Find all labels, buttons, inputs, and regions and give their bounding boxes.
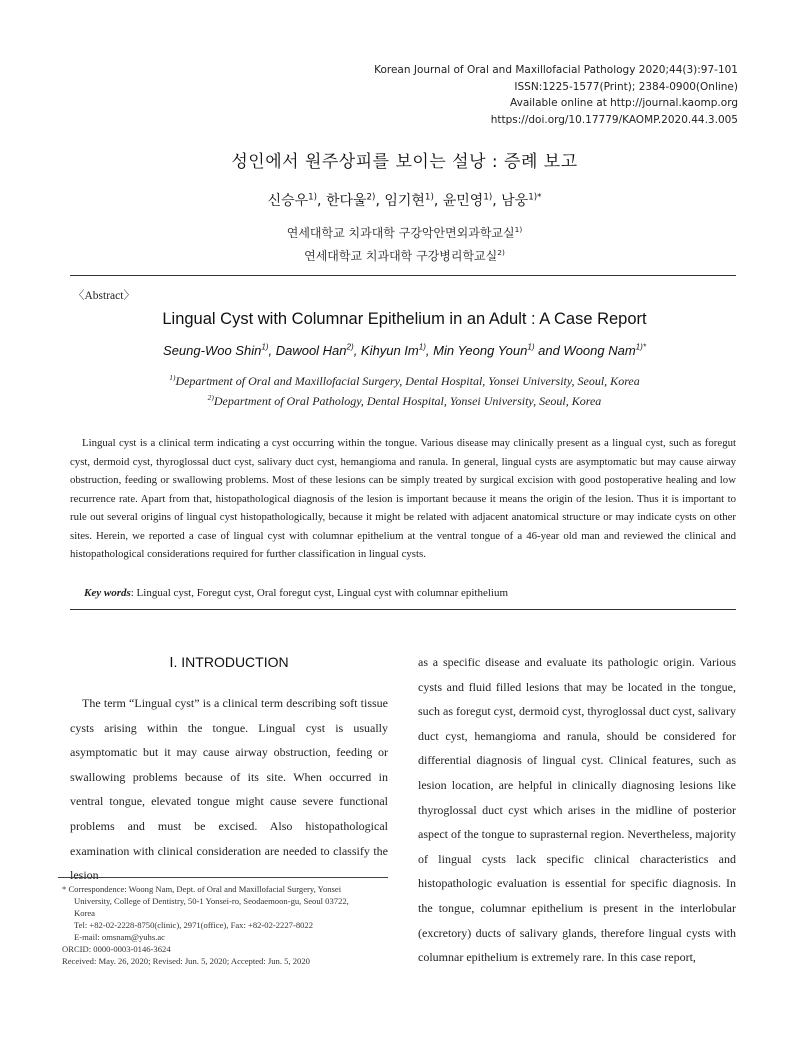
section-heading-introduction: Ⅰ. INTRODUCTION — [169, 654, 289, 670]
english-affiliation-1: $^{1)}$Department of Oral and Maxillofacial Surgery, Dental Hospital, Yonsei University, Seoul, Korea — [169, 373, 640, 388]
korean-author: 한다울$^{2)}$, — [325, 192, 385, 209]
footnote-orcid: ORCID: 0000-0003-0146-3624 — [62, 944, 171, 954]
footnote-line: * Correspondence: Woong Nam, Dept. of Oral and Maxillofacial Surgery, Yonsei — [62, 884, 342, 894]
korean-authors — [0, 190, 809, 210]
keywords — [84, 587, 508, 599]
footnote-email[interactable]: E-mail: omsnam@yuhs.ac — [74, 932, 165, 942]
abstract-label: 〈Abstract〉 — [73, 290, 135, 302]
intro-paragraph-right: as a specific disease and evaluate its pathologic origin. Various cysts and fluid filled lesions that may be located in the tongue, such as foregut cyst, dermoid cyst, thyroglossal duct cyst, salivary duct cyst, hemangioma and ranula, should be considered for differential diagnosis of lingual cyst. Clinical features, such as lesion location, are helpful in clinically diagnosing lesions like thyroglossal duct cyst which arises in the midline of posterior aspect of the tongue to suprasternal region. Nevertheless, majority of lingual cysts lack specific clinical characteristics and histopathologic evaluation is essential for specific diagnosis. In the tongue, columnar epithelium is present in the interlobular (excretory) ducts of salivary glands, therefore lingual cysts with columnar epithelium is extremely rare. In this case report, — [418, 655, 736, 965]
korean-affiliation-1: 연세대학교 치과대학 구강악안면외과학교실$^{1)}$ — [286, 225, 523, 240]
header-divider — [70, 275, 736, 276]
korean-title: 성인에서 원주상피를 보이는 설낭 : 증례 보고 — [231, 152, 578, 172]
english-title: Lingual Cyst with Columnar Epithelium in an Adult : A Case Report — [162, 310, 647, 328]
keywords-label: Key words — [84, 587, 131, 599]
footnote-line: Korea — [74, 908, 95, 918]
journal-header — [374, 62, 738, 128]
footnote-line: University, College of Dentistry, 50-1 Yonsei-ro, Seodaemoon-gu, Seoul 03722, — [74, 896, 349, 906]
english-author: Dawool Han$^{2)}$, — [275, 343, 361, 359]
journal-issn: ISSN:1225-1577(Print); 2384-0900(Online) — [514, 80, 738, 93]
english-author: Seung-Woo Shin$^{1)}$, — [163, 343, 276, 359]
journal-citation: Korean Journal of Oral and Maxillofacial Pathology 2020;44(3):97-101 — [374, 64, 738, 76]
keywords-text: : Lingual cyst, Foregut cyst, Oral foregut cyst, Lingual cyst with columnar epithelium — [130, 587, 509, 599]
english-author: Kihyun Im$^{1)}$, — [360, 343, 434, 359]
correspondence-footnote — [62, 883, 388, 967]
korean-author: 임기현$^{1)}$, — [384, 192, 443, 209]
english-author: Min Yeong Youn$^{1)}$ and — [433, 343, 564, 359]
korean-author: 윤민영$^{1)}$, — [442, 192, 502, 209]
abstract-text: Lingual cyst is a clinical term indicating a cyst occurring within the tongue. Various disease may clinically present as a lingual cyst, such as foregut cyst, dermoid cyst, thyroglossal duct cyst, salivary duct cyst, hemangioma and ranula. In general, lingual cysts are asymptomatic but may cause airway obstruction, feeding or swallowing problems. Most of these lesions can be simply treated by surgical excision with good postoperative healing and low recurrence rate. Apart from that, histopathological diagnosis of the lesion is important because it means the origin of the lesion. Thus it is important to rule out several origins of lingual cyst histopathologically, because it might be related with adjacent anatomical structure or may indicate cysts on other sites. Herein, we reported a case of lingual cyst with columnar epithelium at the ventral tongue of a 46-year old man and reviewed the clinical and histopathological considerations required for further classification in lingual cysts. — [70, 437, 736, 560]
english-author: Woong Nam$^{1)*}$ — [563, 343, 646, 359]
korean-author: 남웅$^{1)*}$ — [501, 192, 542, 209]
english-authors — [0, 343, 809, 358]
footnote-divider — [58, 877, 388, 878]
english-affiliation-2: $^{2)}$Department of Oral Pathology, Dental Hospital, Yonsei University, Seoul, Korea — [207, 393, 602, 408]
abstract-divider — [70, 609, 736, 610]
footnote-line: Tel: +82-02-2228-8750(clinic), 2971(office), Fax: +82-02-2227-8022 — [74, 920, 314, 930]
footnote-dates: Received: May. 26, 2020; Revised: Jun. 5, 2020; Accepted: Jun. 5, 2020 — [62, 956, 310, 966]
korean-author: 신승우$^{1)}$, — [267, 192, 326, 209]
intro-paragraph-left: The term “Lingual cyst” is a clinical term describing soft tissue cysts arising within the tongue. Lingual cyst is usually asymptomatic but it may cause airway obstruction, feeding or swallowing problems because of its site. When occurred in ventral tongue, elevated tongue might cause severe functional problems and must be excised. Also histopathological examination with clinical consideration are needed to classify the lesion — [70, 696, 388, 883]
journal-available-online: Available online at http://journal.kaomp.org — [510, 97, 738, 109]
korean-affiliation-2: 연세대학교 치과대학 구강병리학교실$^{2)}$ — [304, 248, 505, 263]
journal-doi[interactable]: https://doi.org/10.17779/KAOMP.2020.44.3.005 — [490, 113, 738, 126]
